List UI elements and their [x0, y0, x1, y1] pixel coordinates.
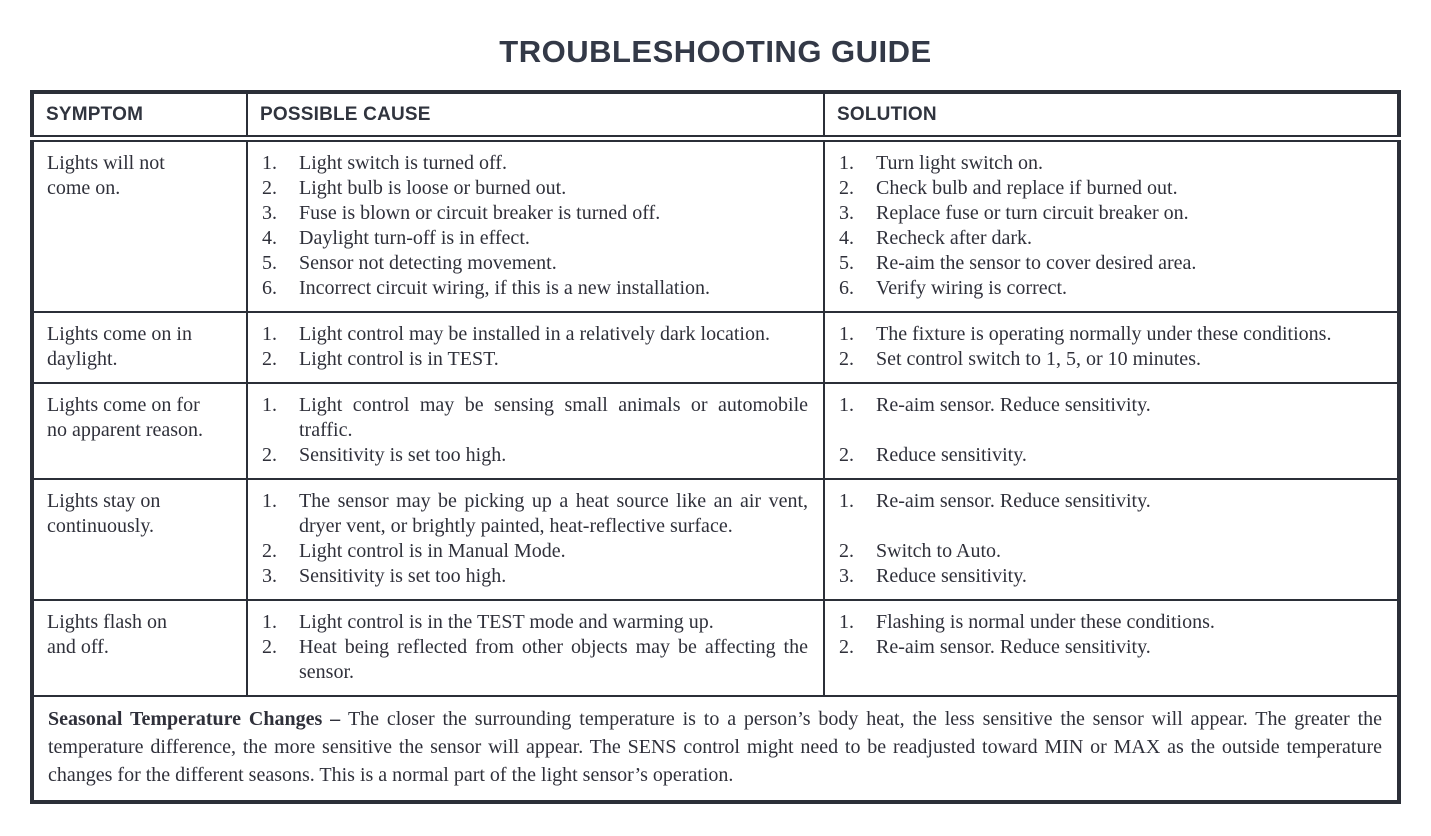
- symptom-cell: [32, 479, 247, 600]
- symptom-line: come on.: [47, 177, 121, 199]
- solution-cell: [824, 383, 1399, 479]
- cause-list: [249, 385, 822, 477]
- cause-item: Light control may be installed in a relatively dark location.: [299, 323, 770, 345]
- solution-item: Check bulb and replace if burned out.: [876, 177, 1178, 199]
- table-row: [32, 479, 1399, 600]
- cause-item: Sensitivity is set too high.: [299, 565, 507, 587]
- cause-cell: [247, 600, 824, 696]
- solution-item: Recheck after dark.: [876, 227, 1033, 249]
- solution-item: Flashing is normal under these conditions.: [876, 611, 1215, 633]
- cause-item: The sensor may be picking up a heat source like an air vent, dryer vent, or brightly painted, heat-reflective surface.: [299, 490, 808, 537]
- column-header-solution: SOLUTION: [824, 92, 1399, 139]
- solution-list: [826, 481, 1396, 598]
- cause-item: Daylight turn-off is in effect.: [299, 227, 530, 249]
- solution-cell: [824, 139, 1399, 313]
- cause-item: Light control is in the TEST mode and warming up.: [299, 611, 714, 633]
- solution-item: Re-aim sensor. Reduce sensitivity.: [876, 636, 1151, 658]
- symptom-line: continuously.: [47, 515, 155, 537]
- cause-item: Incorrect circuit wiring, if this is a new installation.: [299, 277, 710, 299]
- table-row: [32, 312, 1399, 383]
- cause-item: Light bulb is loose or burned out.: [299, 177, 567, 199]
- symptom-cell: [32, 312, 247, 383]
- solution-list: [826, 385, 1396, 477]
- troubleshooting-table: [30, 90, 1401, 804]
- symptom-line: daylight.: [47, 348, 118, 370]
- symptom-line: and off.: [47, 636, 109, 658]
- symptom-line: Lights come on in: [47, 323, 192, 345]
- cause-list: [249, 314, 822, 381]
- footnote-text: The closer the surrounding temperature is to a person’s body heat, the less sensitive the sensor will appear. The greater the temperature difference, the more sensitive the sensor will appear. The SENS control might need to be readjusted toward MIN or MAX as the outside temperature changes for the different seasons. This is a normal part of the light sensor’s operation.: [48, 708, 1382, 786]
- cause-item: Sensor not detecting movement.: [299, 252, 557, 274]
- column-header-symptom: SYMPTOM: [32, 92, 247, 139]
- column-header-possible-cause: POSSIBLE CAUSE: [247, 92, 824, 139]
- symptom-line: Lights stay on: [47, 490, 161, 512]
- solution-cell: [824, 312, 1399, 383]
- symptom-line: Lights flash on: [47, 611, 167, 633]
- solution-item: Turn light switch on.: [876, 152, 1044, 174]
- solution-item: Verify wiring is correct.: [876, 277, 1068, 299]
- table-row: [32, 600, 1399, 696]
- cause-list: [249, 143, 822, 310]
- cause-item: Light switch is turned off.: [299, 152, 507, 174]
- cause-cell: [247, 479, 824, 600]
- solution-item: Reduce sensitivity.: [876, 444, 1027, 466]
- cause-cell: [247, 312, 824, 383]
- solution-item: Re-aim the sensor to cover desired area.: [876, 252, 1197, 274]
- symptom-line: Lights will not: [47, 152, 165, 174]
- solution-item: Re-aim sensor. Reduce sensitivity.: [876, 394, 1151, 416]
- solution-list: [826, 602, 1396, 669]
- cause-item: Light control is in TEST.: [299, 348, 499, 370]
- cause-list: [249, 481, 822, 598]
- solution-item: Re-aim sensor. Reduce sensitivity.: [876, 490, 1151, 512]
- symptom-cell: [32, 600, 247, 696]
- footnote: [32, 696, 1399, 802]
- symptom-cell: [32, 383, 247, 479]
- solution-cell: [824, 600, 1399, 696]
- solution-item: Reduce sensitivity.: [876, 565, 1027, 587]
- symptom-cell: [32, 139, 247, 313]
- cause-item: Fuse is blown or circuit breaker is turned off.: [299, 202, 661, 224]
- solution-item: Switch to Auto.: [876, 540, 1002, 562]
- cause-item: Heat being reflected from other objects may be affecting the sensor.: [299, 636, 808, 683]
- solution-list: [826, 143, 1396, 310]
- cause-item: Sensitivity is set too high.: [299, 444, 507, 466]
- symptom-line: no apparent reason.: [47, 419, 204, 441]
- cause-list: [249, 602, 822, 694]
- solution-item: Replace fuse or turn circuit breaker on.: [876, 202, 1189, 224]
- footnote-row: [32, 696, 1399, 802]
- table-row: [32, 139, 1399, 313]
- footnote-lead: Seasonal Temperature Changes –: [48, 708, 348, 730]
- table-header-row: [32, 92, 1399, 139]
- symptom-line: Lights come on for: [47, 394, 200, 416]
- solution-cell: [824, 479, 1399, 600]
- table-row: [32, 383, 1399, 479]
- solution-list: [826, 314, 1396, 381]
- cause-cell: [247, 383, 824, 479]
- solution-item: The fixture is operating normally under these conditions.: [876, 323, 1332, 345]
- cause-item: Light control is in Manual Mode.: [299, 540, 566, 562]
- page-title: TROUBLESHOOTING GUIDE: [499, 34, 932, 69]
- cause-cell: [247, 139, 824, 313]
- cause-item: Light control may be sensing small animals or automobile traffic.: [299, 394, 808, 441]
- solution-item: Set control switch to 1, 5, or 10 minutes.: [876, 348, 1201, 370]
